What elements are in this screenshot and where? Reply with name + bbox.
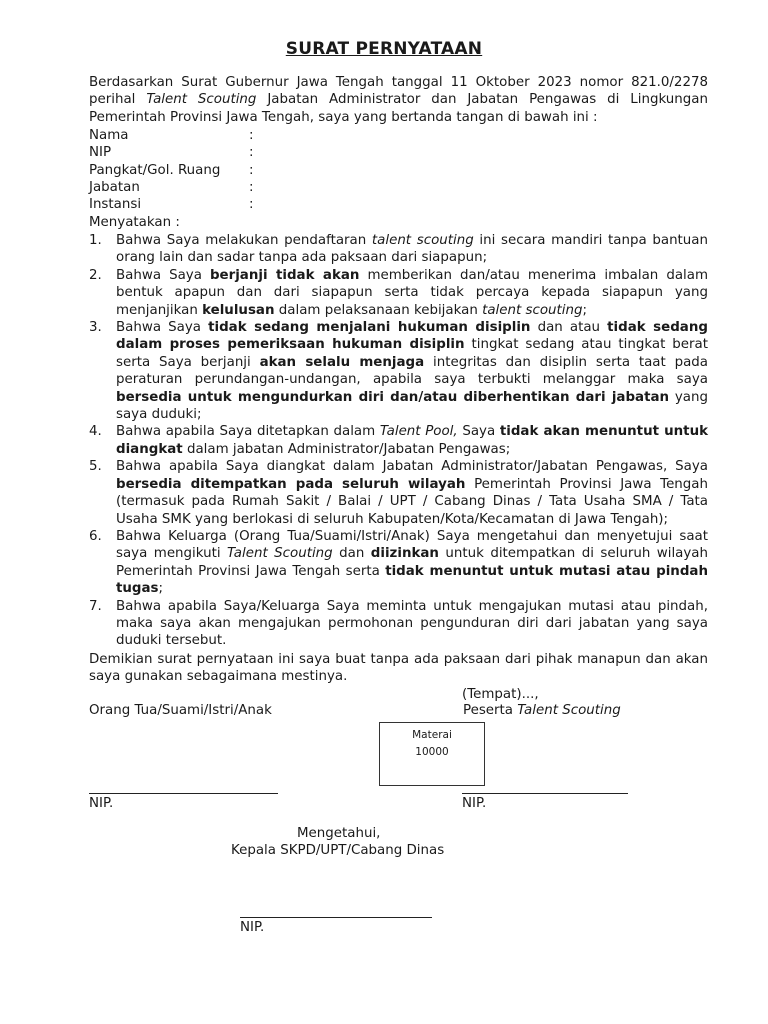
materai-box	[379, 722, 485, 786]
intro-line-2: perihal Talent Scouting Jabatan Administrator dan Jabatan Pengawas di Lingkungan	[89, 92, 708, 108]
list-item: 3. Bahwa Saya tidak sedang menjalani hukuman disiplin dan atau tidak sedang dalam proses pemeriksaan hukuman disiplin tingkat sedang atau tingkat berat serta Saya berjanji akan selalu menjaga integritas dan disiplin serta taat pada peraturan perundangan-undangan, apabila saya terbukti melanggar maka saya bersedia untuk mengundurkan diri dan/atau diberhentikan dari jabatan yang saya duduki;	[89, 320, 708, 423]
place-date: (Tempat)...,	[462, 687, 539, 702]
statement-list	[89, 232, 708, 650]
list-item: 7. Bahwa apabila Saya/Keluarga Saya meminta untuk mengajukan mutasi atau pindah, maka saya akan mengajukan permohonan pengunduran diri dari jabatan yang saya duduki tersebut.	[89, 598, 708, 649]
list-item: 5. Bahwa apabila Saya diangkat dalam Jabatan Administrator/Jabatan Pengawas, Saya bersedia ditempatkan pada seluruh wilayah Pemerintah Provinsi Jawa Tengah (termasuk pada Rumah Sakit / Balai / UPT / Cabang Dinas / Tata Usaha SMA / Tata Usaha SMK yang berlokasi di seluruh Kabupaten/Kota/Kecamatan di Jawa Tengah);	[89, 459, 708, 527]
document-title: SURAT PERNYATAAN	[285, 39, 483, 59]
head-nip: NIP.	[240, 920, 265, 935]
participant-signature-title: Peserta Talent Scouting	[463, 703, 621, 718]
intro-line-1: Berdasarkan Surat Gubernur Jawa Tengah tanggal 11 Oktober 2023 nomor 821.0/2278	[89, 75, 708, 90]
identity-fields	[89, 127, 389, 213]
head-title: Kepala SKPD/UPT/Cabang Dinas	[231, 843, 445, 858]
closing-paragraph: Demikian surat pernyataan ini saya buat tanpa ada paksaan dari pihak manapun dan akan saya gunakan sebagaimana mestinya.	[89, 652, 708, 685]
field-instansi: Instansi :	[89, 197, 254, 213]
list-item: 1. Bahwa Saya melakukan pendaftaran talent scouting ini secara mandiri tanpa bantuan orang lain dan sadar tanpa ada paksaan dari siapapun;	[89, 233, 708, 266]
mengetahui-label: Mengetahui,	[297, 826, 381, 841]
family-signature-line	[89, 793, 278, 794]
participant-signature-line	[462, 793, 628, 794]
intro-line-3: Pemerintah Provinsi Jawa Tengah, saya yang bertanda tangan di bawah ini :	[89, 109, 598, 125]
head-signature-line	[240, 917, 432, 918]
menyatakan-label: Menyatakan :	[89, 215, 180, 230]
family-nip: NIP.	[89, 796, 114, 811]
field-pangkat: Pangkat/Gol. Ruang :	[89, 162, 254, 178]
intro-paragraph	[89, 74, 708, 126]
materai-value: 10000	[415, 746, 449, 758]
field-nama: Nama :	[89, 128, 254, 143]
family-signature-title: Orang Tua/Suami/Istri/Anak	[89, 703, 272, 718]
materai-label: Materai	[412, 729, 452, 741]
participant-nip: NIP.	[462, 796, 487, 811]
field-nip: NIP :	[89, 145, 254, 161]
talent-scouting-term: Talent Scouting	[146, 92, 257, 108]
list-item: 6. Bahwa Keluarga (Orang Tua/Suami/Istri/Anak) Saya mengetahui dan menyetujui saat saya mengikuti Talent Scouting dan diizinkan untuk ditempatkan di seluruh wilayah Pemerintah Provinsi Jawa Tengah serta tidak menuntut untuk mutasi atau pindah tugas;	[89, 528, 708, 597]
field-jabatan: Jabatan :	[89, 179, 254, 195]
list-item: 2. Bahwa Saya berjanji tidak akan memberikan dan/atau menerima imbalan dalam bentuk apapun dan dari siapapun serta tidak percaya kepada siapapun yang menjanjikan kelulusan dalam pelaksanaan kebijakan talent scouting;	[89, 267, 708, 318]
list-item: 4. Bahwa apabila Saya ditetapkan dalam Talent Pool, Saya tidak akan menuntut untuk diangkat dalam jabatan Administrator/Jabatan Pengawas;	[89, 424, 709, 457]
